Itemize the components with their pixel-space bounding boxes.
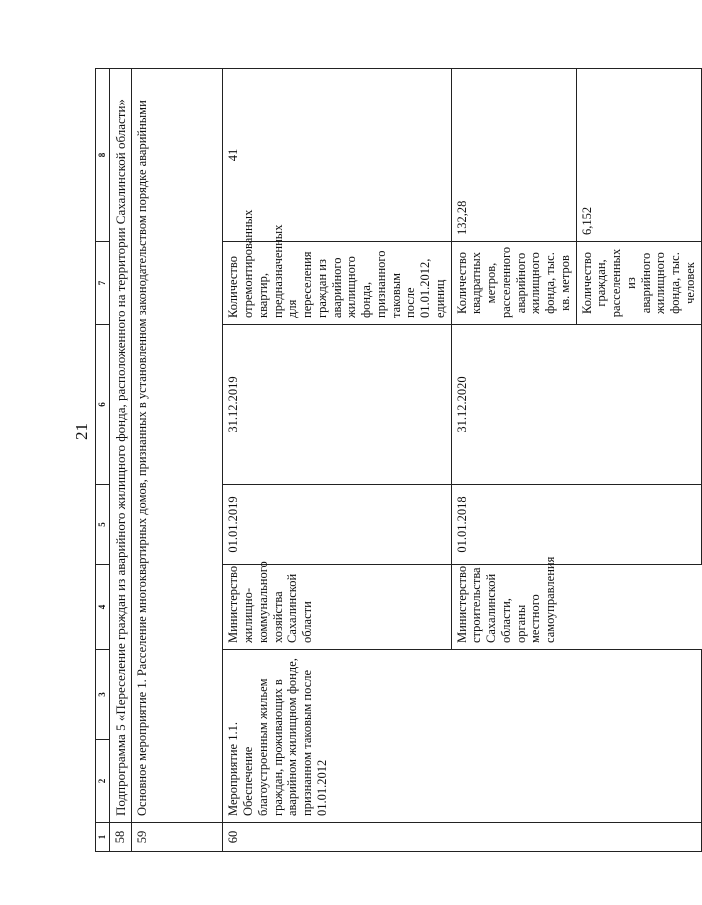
- indicator: Количество граждан, расселенных из аварийного жилищного фонда, тыс. человек: [576, 242, 701, 325]
- program-table: [95, 68, 702, 852]
- end-date: 31.12.2020: [451, 325, 701, 485]
- column-number: 2: [96, 740, 110, 823]
- event-row: [223, 69, 451, 852]
- column-number: 4: [96, 565, 110, 650]
- main-event-name: Основное мероприятие 1. Расселение многоквартирных домов, признанных в установленном законодательством порядке аварийными: [132, 69, 223, 823]
- subprogram-title: Подпрограмма 5 «Переселение граждан из аварийного жилищного фонда, расположенного на территории Сахалинской области»: [110, 69, 132, 823]
- column-number: 3: [96, 650, 110, 740]
- indicator-value: 6,152: [576, 69, 701, 242]
- event-name: Мероприятие 1.1. Обеспечение благоустроенным жильем граждан, проживающих в аварийном жилищном фонде, признанном таковым после 01.01.2012: [223, 650, 701, 823]
- page-number: 21: [72, 423, 91, 440]
- column-number-row: [96, 69, 110, 852]
- row-number: 59: [132, 823, 223, 852]
- indicator-value: 41: [223, 69, 451, 242]
- indicator: Количество отремонтированных квартир, предназначенных для переселения граждан из аварийного жилищного фонда, признанного таковым после 01.01.2012, единиц: [223, 242, 451, 325]
- start-date: 01.01.2019: [223, 485, 451, 565]
- executor: Министерство строительства Сахалинской области, органы местного самоуправления: [451, 565, 701, 650]
- column-number: 1: [96, 823, 110, 852]
- executor: Министерство жилищно-коммунального хозяйства Сахалинской области: [223, 565, 451, 650]
- column-number: 8: [96, 69, 110, 242]
- start-date: 01.01.2018: [451, 485, 701, 565]
- subprogram-row: [110, 69, 132, 852]
- column-number: 7: [96, 242, 110, 325]
- column-number: 6: [96, 325, 110, 485]
- row-number: 60: [223, 823, 701, 852]
- column-number: 5: [96, 485, 110, 565]
- main-event-row: [132, 69, 223, 852]
- row-number: 58: [110, 823, 132, 852]
- indicator-value: 132,28: [451, 69, 576, 242]
- program-table-wrapper: [95, 69, 697, 852]
- indicator: Количество квадратных метров, расселенного аварийного жилищного фонда, тыс. кв. метров: [451, 242, 576, 325]
- end-date: 31.12.2019: [223, 325, 451, 485]
